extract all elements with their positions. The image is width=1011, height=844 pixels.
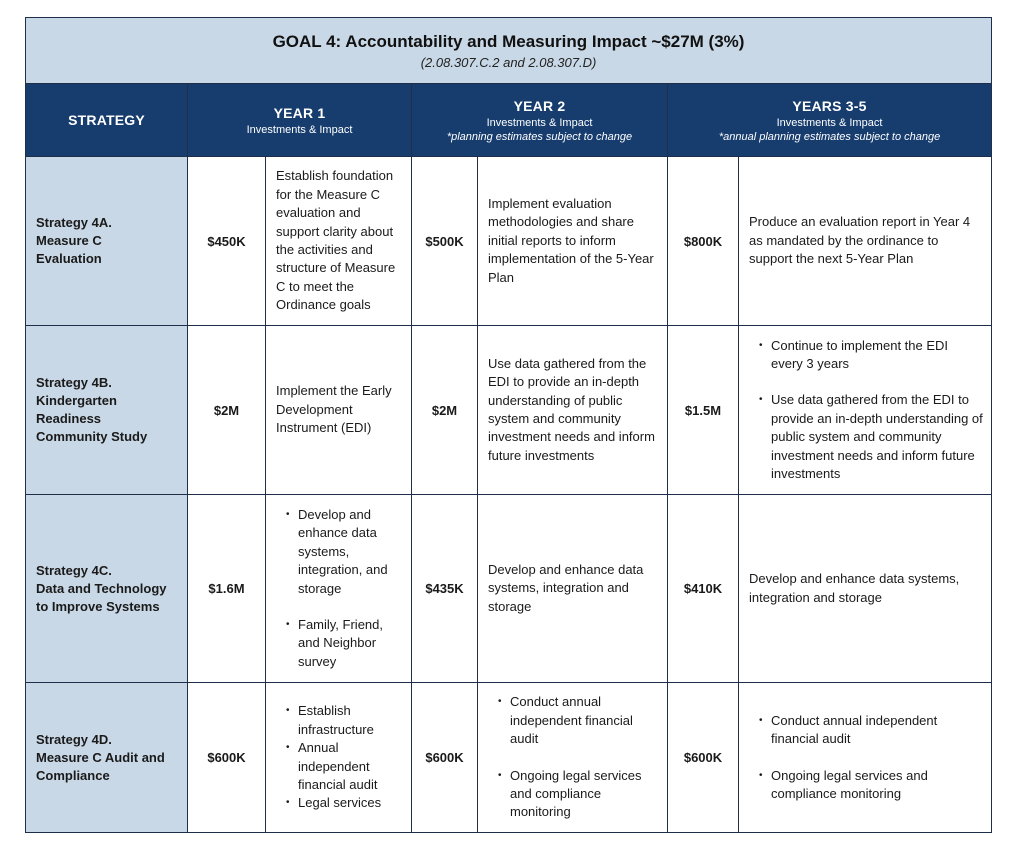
year1-description: [266, 683, 412, 833]
bullet-list: [276, 702, 403, 812]
year2-description: [478, 683, 668, 833]
header-years35: [668, 84, 992, 157]
year1-amount: $600K: [188, 683, 266, 833]
strategy-line: Community Study: [36, 429, 148, 444]
list-item: • Conduct annual independent financial audit: [771, 712, 983, 749]
list-item: • Use data gathered from the EDI to provide an in-depth understanding of public system and community investment needs and inform future investments: [771, 391, 983, 483]
bullet-list: [749, 712, 983, 804]
strategy-line: Kindergarten: [36, 393, 117, 408]
strategy-line: Strategy 4C.: [36, 562, 112, 578]
header-year2-label: YEAR 2: [513, 97, 566, 114]
years35-amount: $600K: [668, 683, 739, 833]
year2-amount: $2M: [412, 326, 478, 495]
strategy-line: Strategy 4A.: [36, 215, 112, 230]
bullet-list: [749, 337, 983, 484]
strategy-line: Strategy 4B.: [36, 375, 112, 390]
table-row: [26, 326, 992, 495]
year1-amount: $450K: [188, 157, 266, 326]
bullet-list: [276, 506, 403, 671]
years35-description: [739, 683, 992, 833]
strategy-line: Data and Technology: [36, 580, 167, 596]
header-year1-label: YEAR 1: [273, 104, 326, 121]
year1-description: Establish foundation for the Measure C evaluation and support clarity about the activities and structure of Measure C to meet the Ordinance goals: [266, 157, 412, 326]
list-item: • Ongoing legal services and compliance monitoring: [510, 767, 659, 822]
year1-amount: $2M: [188, 326, 266, 495]
goal-4-table: [25, 17, 992, 833]
header-years35-label: YEARS 3-5: [792, 97, 867, 114]
year2-description: Implement evaluation methodologies and share initial reports to inform implementation of the 5-Year Plan: [478, 157, 668, 326]
list-item: • Legal services: [298, 794, 403, 812]
header-year2-note: *planning estimates subject to change: [446, 130, 633, 143]
year1-amount: $1.6M: [188, 495, 266, 683]
year2-amount: $435K: [412, 495, 478, 683]
header-years35-sub: Investments & Impact: [776, 116, 883, 129]
year2-description: Develop and enhance data systems, integration and storage: [478, 495, 668, 683]
bullet-list: [488, 693, 659, 821]
year2-description: Use data gathered from the EDI to provide an in-depth understanding of public system and community investment needs and inform future investments: [478, 326, 668, 495]
strategy-line: Evaluation: [36, 251, 102, 266]
header-strategy: [26, 84, 188, 157]
list-item: • Conduct annual independent financial audit: [510, 693, 659, 748]
strategy-line: to Improve Systems: [36, 598, 160, 614]
header-strategy-label: STRATEGY: [68, 112, 145, 128]
header-years35-note: *annual planning estimates subject to change: [718, 130, 941, 143]
year1-description: [266, 495, 412, 683]
year2-amount: $600K: [412, 683, 478, 833]
header-year1-sub: Investments & Impact: [246, 123, 353, 136]
list-item: • Family, Friend, and Neighbor survey: [298, 616, 403, 671]
strategy-line: Readiness: [36, 411, 102, 426]
years35-description: Develop and enhance data systems, integration and storage: [739, 495, 992, 683]
header-year2-sub: Investments & Impact: [486, 116, 593, 129]
years35-description: [739, 326, 992, 495]
table-title: [26, 18, 992, 84]
strategy-cell: [26, 157, 188, 326]
goal-title: GOAL 4: Accountability and Measuring Impact ~$27M (3%): [272, 31, 745, 51]
header-year1: [188, 84, 412, 157]
strategy-line: Measure C: [36, 233, 102, 248]
list-item: • Annual independent financial audit: [298, 739, 403, 794]
list-item: • Develop and enhance data systems, integration, and storage: [298, 506, 403, 598]
table-row: [26, 495, 992, 683]
strategy-cell: [26, 683, 188, 833]
list-item: • Ongoing legal services and compliance monitoring: [771, 767, 983, 804]
strategy-line: Measure C Audit and: [36, 749, 165, 765]
year1-description: Implement the Early Development Instrument (EDI): [266, 326, 412, 495]
table-row: [26, 157, 992, 326]
years35-amount: $1.5M: [668, 326, 739, 495]
list-item: • Establish infrastructure: [298, 702, 403, 739]
header-year2: [412, 84, 668, 157]
table-row: [26, 683, 992, 833]
strategy-cell: [26, 495, 188, 683]
year2-amount: $500K: [412, 157, 478, 326]
years35-description: Produce an evaluation report in Year 4 as mandated by the ordinance to support the next 5-Year Plan: [739, 157, 992, 326]
goal-subtitle: (2.08.307.C.2 and 2.08.307.D): [420, 54, 597, 70]
list-item: • Continue to implement the EDI every 3 years: [771, 337, 983, 374]
years35-amount: $410K: [668, 495, 739, 683]
years35-amount: $800K: [668, 157, 739, 326]
strategy-line: Strategy 4D.: [36, 731, 112, 747]
strategy-cell: [26, 326, 188, 495]
strategy-line: Compliance: [36, 767, 110, 783]
